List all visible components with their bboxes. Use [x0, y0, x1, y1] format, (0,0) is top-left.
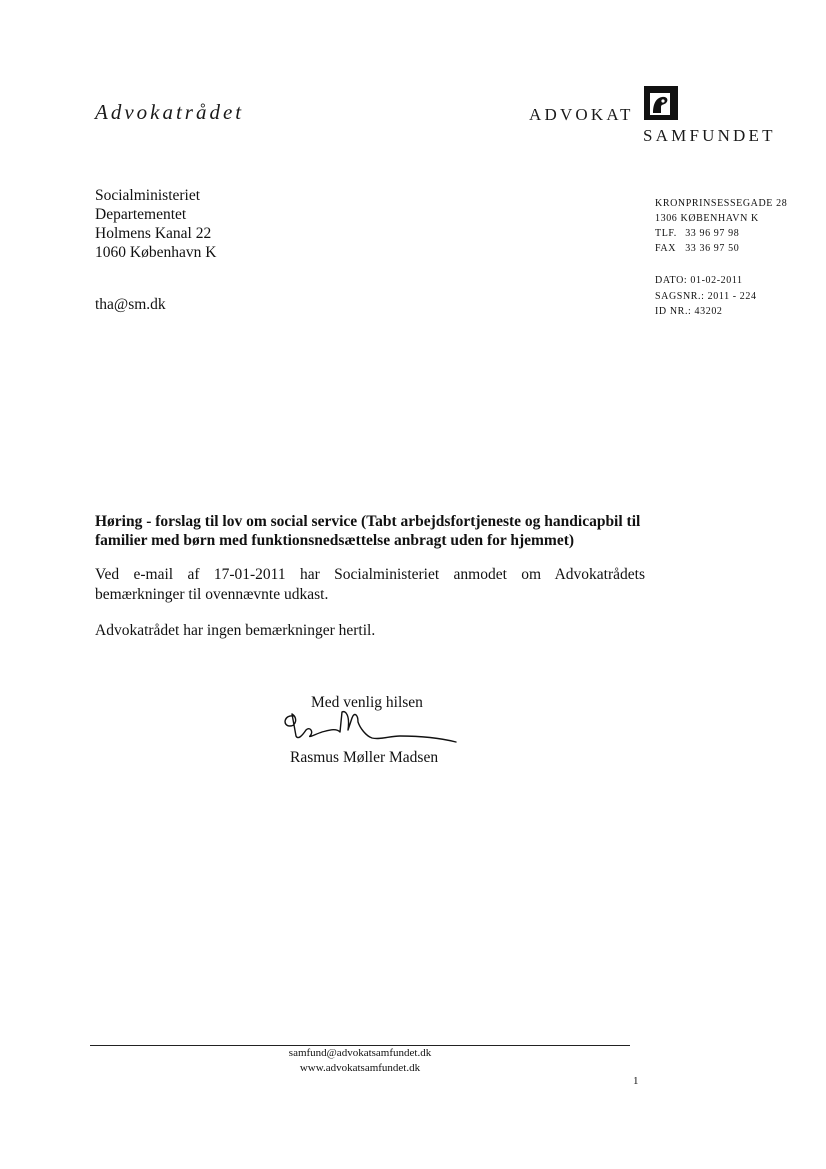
- footer-email: samfund@advokatsamfundet.dk: [288, 1047, 432, 1059]
- id-number: ID NR.: 43202: [655, 306, 723, 317]
- body-paragraph: Advokatrådet har ingen bemærkninger hertil.: [95, 622, 376, 639]
- sender-contact-block: [655, 196, 787, 256]
- sender-title: Advokatrådet: [95, 100, 245, 124]
- closing-phrase: Med venlig hilsen: [311, 694, 423, 711]
- letter-meta-block: [655, 273, 757, 320]
- recipient-address: [95, 186, 216, 262]
- recipient-line: Socialministeriet: [95, 187, 201, 204]
- recipient-line: Departementet: [95, 206, 187, 223]
- recipient-email: tha@sm.dk: [95, 296, 166, 313]
- logo-text-line2: SAMFUNDET: [643, 126, 776, 145]
- footer-divider: [90, 1045, 630, 1046]
- letter-subject: Høring - forslag til lov om social service (Tabt arbejdsfortjeneste og handicapbil til familier med børn med funktionsnedsættelse anbragt uden for hjemmet): [95, 513, 641, 549]
- signer-name: Rasmus Møller Madsen: [290, 749, 439, 766]
- letter-date: DATO: 01-02-2011: [655, 275, 743, 286]
- footer-website: www.advokatsamfundet.dk: [299, 1062, 421, 1074]
- sender-phone-row: [655, 226, 787, 241]
- recipient-line: Holmens Kanal 22: [95, 225, 212, 242]
- logo-text-line1: ADVOKAT: [529, 105, 634, 124]
- sender-fax-row: [655, 241, 787, 256]
- sender-city: 1306 KØBENHAVN K: [655, 213, 759, 224]
- body-paragraph: Ved e-mail af 17-01-2011 har Socialministeriet anmodet om Advokatrådets bemærkninger til ovennævnte udkast.: [95, 566, 645, 603]
- phone-label: TLF.: [655, 228, 677, 239]
- case-number: SAGSNR.: 2011 - 224: [655, 290, 757, 302]
- recipient-line: 1060 København K: [95, 244, 217, 261]
- fax-label: FAX: [655, 243, 677, 254]
- sender-street: KRONPRINSESSEGADE 28: [655, 198, 788, 209]
- phone-value: 33 96 97 98: [685, 228, 740, 239]
- handwritten-signature: [280, 706, 460, 752]
- fax-value: 33 36 97 50: [685, 243, 740, 254]
- advokatsamfundet-emblem-icon: [644, 86, 678, 120]
- page-number: 1: [633, 1075, 639, 1087]
